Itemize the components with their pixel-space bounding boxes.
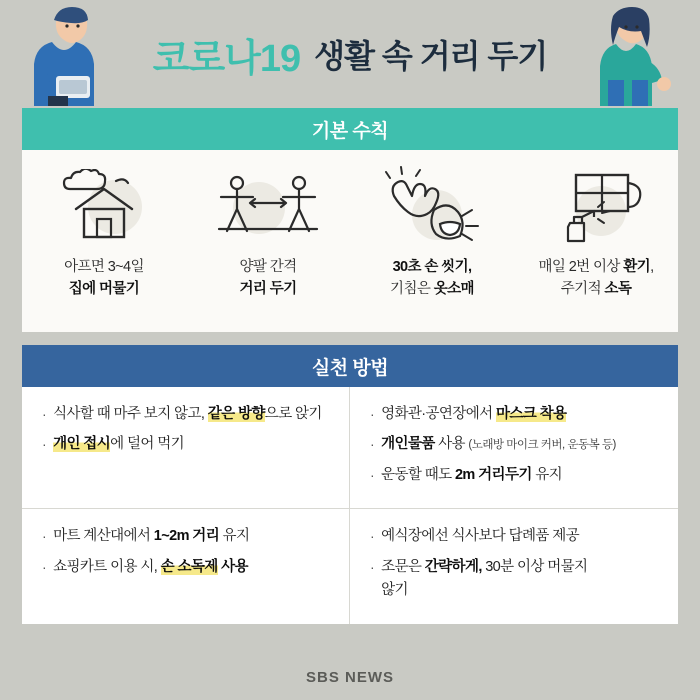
- title-distancing: 생활 속 거리 두기: [314, 38, 548, 74]
- list-item: [42, 525, 331, 548]
- bullet-dot-icon: ·: [370, 466, 375, 483]
- hand-washing-and-cough-mask-icon: [376, 164, 488, 246]
- bullet-text: 개인 접시에 덜어 먹기: [53, 436, 185, 453]
- basic-item-distance: [186, 150, 350, 332]
- bullet-dot-icon: ·: [370, 558, 375, 575]
- bullet-text: 예식장에선 식사보다 답례품 제공: [381, 528, 580, 545]
- bullet-dot-icon: ·: [42, 406, 47, 422]
- list-item: [370, 556, 660, 603]
- bullet-dot-icon: ·: [370, 436, 375, 453]
- list-item: [370, 525, 660, 548]
- basic-caption-ventilate: [538, 256, 653, 301]
- house-with-cloud-icon: [56, 164, 152, 246]
- bullet-dot-icon: ·: [42, 558, 47, 575]
- practice-cell-ceremony: [350, 508, 678, 623]
- bullet-text: 식사할 때 마주 보지 않고, 같은 방향으로 앉기: [53, 406, 322, 422]
- list-item: [370, 464, 660, 487]
- list-item: [42, 556, 331, 579]
- window-ventilation-spray-icon: [540, 164, 652, 246]
- poster-title: [153, 27, 547, 82]
- ventilate-line2: 주기적 소독: [560, 281, 632, 298]
- poster-header: [0, 0, 700, 108]
- list-item: [42, 433, 331, 456]
- brand-footer: SBS NEWS: [305, 669, 394, 686]
- cough-sleeve-line: 기침은 옷소매: [390, 281, 474, 298]
- basic-rules-card: [22, 108, 678, 332]
- basic-item-ventilate: [514, 150, 678, 332]
- bullet-dot-icon: ·: [370, 406, 375, 422]
- two-people-distance-arrow-icon: [213, 164, 323, 246]
- ventilate-line1: 매일 2번 이상 환기,: [538, 259, 654, 275]
- bullet-dot-icon: ·: [370, 528, 375, 545]
- basic-item-stay-home: [22, 150, 186, 332]
- practice-methods-heading: 실천 방법: [22, 345, 678, 387]
- bullet-dot-icon: ·: [42, 436, 47, 453]
- bullet-text: 개인물품 사용 (노래방 마이크 커버, 운동복 등): [381, 436, 616, 453]
- practice-grid: [22, 387, 678, 624]
- basic-item-wash-hands: [350, 150, 514, 332]
- basic-rules-body: [22, 150, 678, 332]
- woman-waving-illustration: [582, 6, 674, 111]
- basic-caption-stay-home: 아프면 3~4일 집에 머물기: [64, 259, 144, 298]
- practice-methods-card: [22, 345, 678, 624]
- practice-cell-mart: [22, 508, 350, 623]
- list-item: [370, 433, 660, 456]
- bullet-text: 영화관·공연장에서 마스크 착용: [381, 406, 567, 422]
- basic-rules-heading: 기본 수칙: [22, 108, 678, 150]
- basic-caption-wash-hands: 30초 손 씻기, 기침은 옷소매: [390, 259, 474, 298]
- man-with-tablet-illustration: [26, 6, 118, 111]
- bullet-text: 마트 계산대에서 1~2m 거리 유지: [53, 528, 250, 545]
- practice-cell-theater: [350, 387, 678, 508]
- bullet-dot-icon: ·: [42, 528, 47, 545]
- title-corona: 코로나19: [152, 37, 301, 80]
- practice-cell-meal: [22, 387, 350, 508]
- bullet-text: 조문은 간략하게, 30분 이상 머물지 않기: [381, 558, 588, 599]
- bullet-text: 쇼핑카트 이용 시, 손 소독제 사용: [53, 558, 248, 575]
- list-item: [42, 403, 331, 426]
- list-item: [370, 403, 660, 426]
- basic-caption-distance: 양팔 간격 거리 두기: [239, 259, 297, 298]
- bullet-text: 운동할 때도 2m 거리두기 유지: [381, 466, 563, 483]
